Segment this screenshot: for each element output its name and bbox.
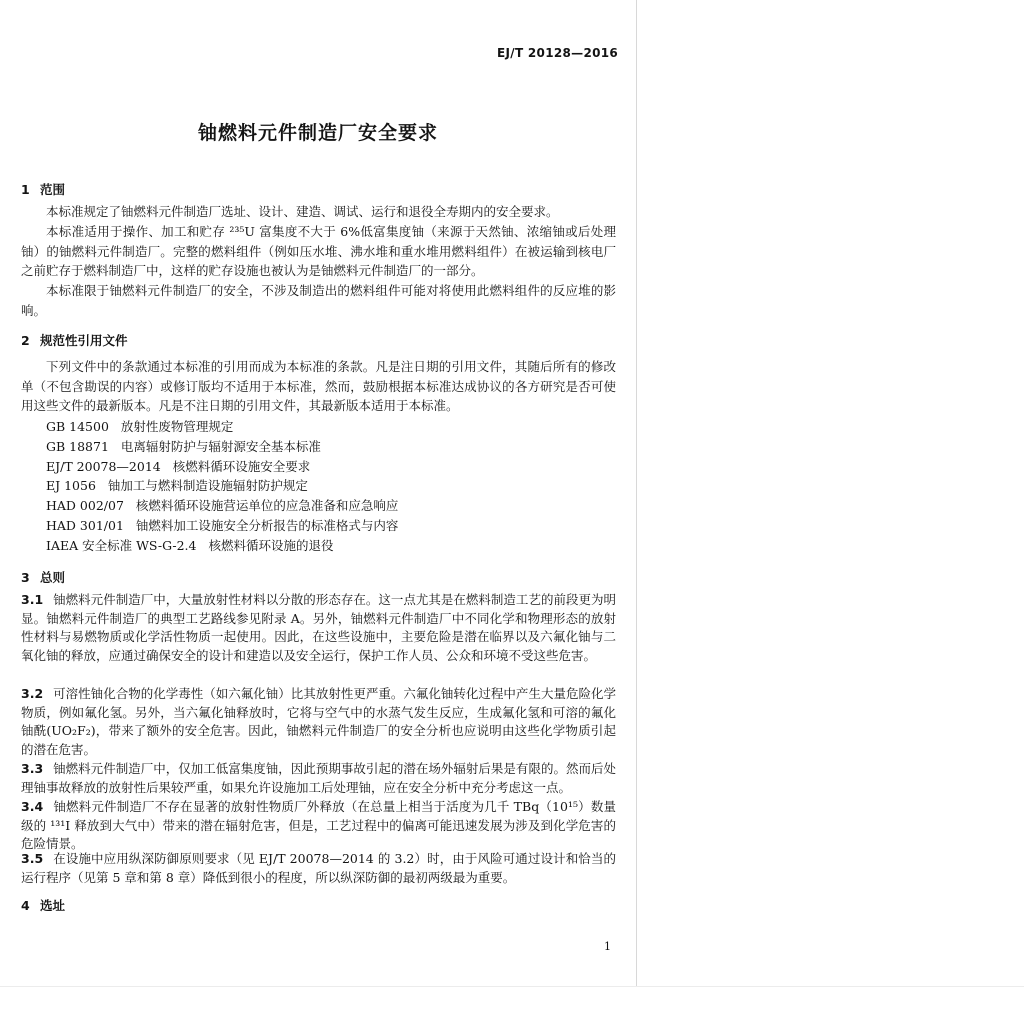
section-number: 1 — [21, 182, 30, 197]
reference-item — [46, 457, 398, 477]
clause-3-3 — [21, 760, 616, 797]
reference-title: 铀加工与燃料制造设施辐射防护规定 — [107, 478, 308, 494]
scope-paragraph-2: 本标准适用于操作、加工和贮存 ²³⁵U 富集度不大于 6%低富集度铀（来源于天然铀、浓缩铀或后处理铀）的铀燃料元件制造厂。完整的燃料组件（例如压水堆、沸水堆和重水堆用燃料组件）在被运输到核电厂之前贮存于燃料制造厂中，这样的贮存设施也被认为是铀燃料元件制造厂的一部分。 — [21, 224, 616, 279]
reference-item — [46, 437, 398, 457]
reference-list — [46, 417, 398, 556]
clause-text: 铀燃料元件制造厂中，大量放射性材料以分散的形态存在。这一点尤其是在燃料制造工艺的前段更为明显。铀燃料元件制造厂的典型工艺路线参见附录 A。另外，铀燃料元件制造厂中不同化学和物理形态的放射性材料与易燃物质或化学活性物质一起使用。因此，在这些设施中，主要危险是潜在临界以及六氟化铀与二氧化铀的释放，应通过确保安全的设计和建造以及安全运行，保护工作人员、公众和环境不受这些危害。 — [21, 592, 616, 664]
clause-3-1 — [21, 591, 616, 666]
document-title: 铀燃料元件制造厂安全要求 — [197, 122, 438, 144]
reference-title: 核燃料循环设施安全要求 — [172, 458, 311, 474]
section-2-heading — [21, 331, 128, 349]
reference-code: GB 18871 — [46, 438, 109, 454]
clause-text: 铀燃料元件制造厂中，仅加工低富集度铀，因此预期事故引起的潜在场外辐射后果是有限的。然而后处理铀事故释放的放射性后果较严重，如果允许设施加工后处理铀，应在安全分析中充分考虑这一点。 — [21, 761, 616, 795]
clause-number: 3.5 — [21, 851, 44, 866]
section-1-heading — [21, 180, 65, 198]
clause-text: 铀燃料元件制造厂不存在显著的放射性物质厂外释放（在总量上相当于活度为几千 TBq（10¹⁵）数量级的 ¹³¹I 释放到大气中）带来的潜在辐射危害，但是，工艺过程中的偏离可能迅速发展为涉及到化学危害的危险情景。 — [21, 799, 616, 852]
section-title: 选址 — [40, 898, 66, 913]
clause-text: 在设施中应用纵深防御原则要求（见 EJ/T 20078—2014 的 3.2）时，由于风险可通过设计和恰当的运行程序（见第 5 章和第 8 章）降低到很小的程度，所以纵深防御的最初两级最为重要。 — [21, 851, 616, 885]
reference-code: HAD 002/07 — [46, 498, 124, 514]
reference-code: IAEA 安全标准 WS-G-2.4 — [46, 537, 197, 553]
section-number: 4 — [21, 898, 30, 913]
clause-3-2 — [21, 685, 616, 760]
reference-code: EJ 1056 — [46, 478, 96, 494]
scope-paragraph-1: 本标准规定了铀燃料元件制造厂选址、设计、建造、调试、运行和退役全寿期内的安全要求。 — [46, 204, 559, 219]
reference-code: GB 14500 — [46, 419, 109, 434]
section-number: 2 — [21, 333, 30, 348]
reference-item — [46, 417, 398, 437]
section-title: 总则 — [40, 570, 66, 585]
page-edge-divider — [636, 0, 637, 986]
page-number: 1 — [604, 940, 611, 953]
scope-paragraph-3: 本标准限于铀燃料元件制造厂的安全，不涉及制造出的燃料组件可能对将使用此燃料组件的反应堆的影响。 — [21, 283, 616, 318]
reference-item — [46, 496, 398, 516]
clause-3-5 — [21, 850, 616, 887]
reference-item — [46, 476, 398, 496]
reference-title: 放射性废物管理规定 — [120, 419, 234, 434]
clause-number: 3.4 — [21, 799, 44, 814]
reference-item — [46, 536, 398, 556]
clause-3-4 — [21, 798, 616, 854]
reference-title: 铀燃料加工设施安全分析报告的标准格式与内容 — [135, 517, 399, 533]
bottom-edge-divider — [0, 986, 1024, 987]
clause-text: 可溶性铀化合物的化学毒性（如六氟化铀）比其放射性更严重。六氟化铀转化过程中产生大量危险化学物质，例如氟化氢。另外，当六氟化铀释放时，它将与空气中的水蒸气发生反应，生成氟化氢和可溶的氟化铀酰(UO₂F₂)，带来了额外的安全危害。因此，铀燃料元件制造厂的安全分析也应说明由这些化学物质引起的潜在危害。 — [21, 686, 616, 758]
section-number: 3 — [21, 570, 30, 585]
section-4-heading — [21, 896, 65, 914]
reference-title: 核燃料循环设施营运单位的应急准备和应急响应 — [135, 498, 399, 514]
references-intro: 下列文件中的条款通过本标准的引用而成为本标准的条款。凡是注日期的引用文件，其随后所有的修改单（不包含勘误的内容）或修订版均不适用于本标准，然而，鼓励根据本标准达成协议的各方研究是否可使用这些文件的最新版本。凡是不注日期的引用文件，其最新版本适用于本标准。 — [21, 359, 616, 414]
section-title: 范围 — [40, 182, 66, 197]
section-3-heading — [21, 568, 65, 586]
clause-number: 3.2 — [21, 686, 44, 701]
standard-code: EJ/T 20128—2016 — [497, 46, 619, 60]
reference-code: EJ/T 20078—2014 — [46, 458, 161, 474]
reference-item — [46, 516, 398, 536]
reference-code: HAD 301/01 — [46, 517, 124, 533]
reference-title: 核燃料循环设施的退役 — [208, 537, 334, 553]
clause-number: 3.3 — [21, 761, 44, 776]
reference-title: 电离辐射防护与辐射源安全基本标准 — [120, 438, 321, 454]
section-title: 规范性引用文件 — [40, 333, 128, 348]
clause-number: 3.1 — [21, 592, 44, 607]
